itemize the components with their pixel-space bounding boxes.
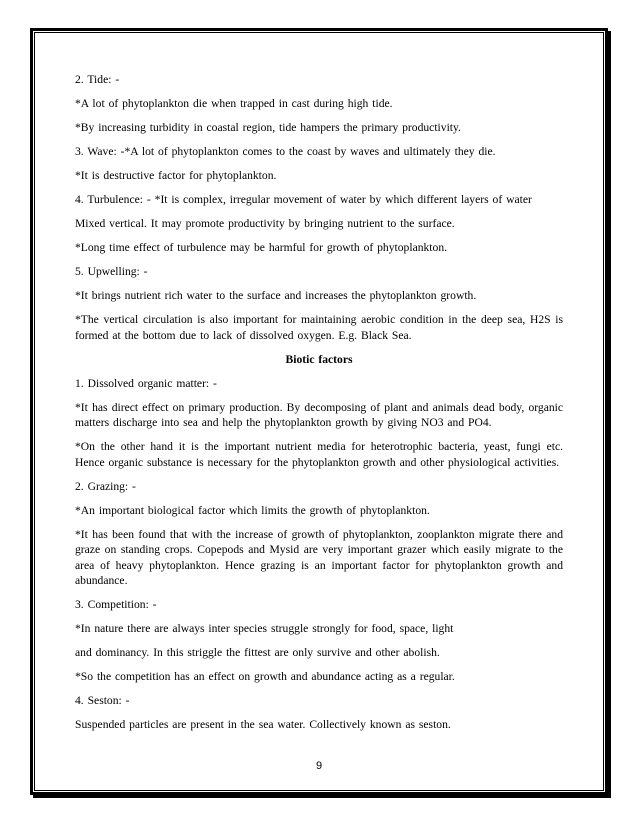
paragraph: *It is destructive factor for phytoplankton. <box>75 169 277 182</box>
paragraph: and dominancy. In this striggle the fittest are only survive and other abolish. <box>75 646 440 659</box>
paragraph: *An important biological factor which limits the growth of phytoplankton. <box>75 503 430 517</box>
paragraph-competition-heading: 3. Competition: - <box>75 598 157 611</box>
paragraph-upwelling-heading: 5. Upwelling: - <box>75 265 148 278</box>
paragraph: *By increasing turbidity in coastal region, tide hampers the primary productivity. <box>75 121 461 134</box>
page-number: 9 <box>315 760 323 772</box>
paragraph-wave: 3. Wave: -*A lot of phytoplankton comes to the coast by waves and ultimately they die. <box>75 145 496 158</box>
section-heading-biotic-factors: Biotic factors <box>285 352 353 366</box>
paragraph-grazing-heading: 2. Grazing: - <box>75 479 136 493</box>
paragraph: *Long time effect of turbulence may be harmful for growth of phytoplankton. <box>75 241 448 254</box>
paragraph-tide-heading: 2. Tide: - <box>75 73 120 86</box>
paragraph-seston-heading: 4. Seston: - <box>75 694 130 707</box>
paragraph-turbulence: 4. Turbulence: - *It is complex, irregular movement of water by which different layers of water <box>75 193 532 206</box>
paragraph: Mixed vertical. It may promote productivity by bringing nutrient to the surface. <box>75 217 455 230</box>
paragraph: *So the competition has an effect on growth and abundance acting as a regular. <box>75 670 455 683</box>
document-body <box>75 72 563 741</box>
paragraph: Suspended particles are present in the sea water. Collectively known as seston. <box>75 718 451 731</box>
paragraph: *It has direct effect on primary production. By decomposing of plant and animals dead body, organic matters discharge into sea and help the phytoplankton growth by giving NO3 and PO4. <box>75 400 563 429</box>
paragraph-dissolved-organic-heading: 1. Dissolved organic matter: - <box>75 376 217 390</box>
paragraph: *On the other hand it is the important nutrient media for heterotrophic bacteria, yeast, fungi etc. Hence organic substance is necessary for the phytoplankton growth and other physiological activities. <box>75 440 563 469</box>
paragraph: *In nature there are always inter species struggle strongly for food, space, light <box>75 622 454 635</box>
paragraph: *The vertical circulation is also important for maintaining aerobic condition in the deep sea, H2S is formed at the bottom due to lack of dissolved oxygen. E.g. Black Sea. <box>75 313 563 342</box>
paragraph: *It brings nutrient rich water to the surface and increases the phytoplankton growth. <box>75 289 477 302</box>
paragraph: *It has been found that with the increase of growth of phytoplankton, zooplankton migrate there and graze on standing crops. Copepods and Mysid are very important grazer which easily migrate to the area of heavy phytoplankton. Hence grazing is an important factor for phytoplankton growth and abundance. <box>75 527 563 587</box>
paragraph: *A lot of phytoplankton die when trapped in cast during high tide. <box>75 97 393 110</box>
